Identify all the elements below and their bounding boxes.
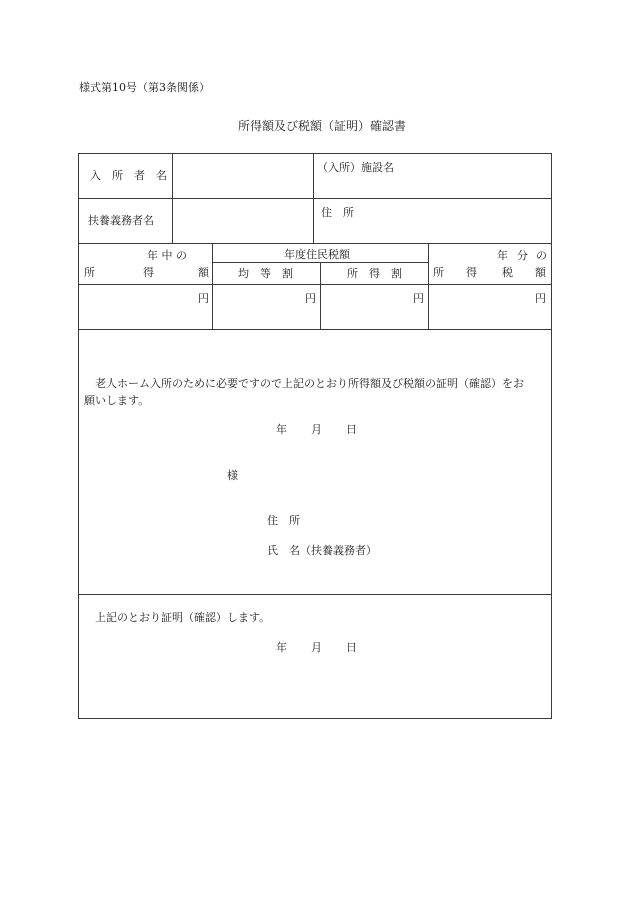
- income-header-bottom-left: 所: [84, 266, 95, 279]
- income-header-top: 年 中 の: [147, 249, 187, 262]
- resident-name-field[interactable]: [178, 158, 308, 194]
- income-unit: 円: [198, 292, 209, 305]
- annual-tax-amount-field[interactable]: [432, 288, 547, 326]
- request-date-day: 日: [346, 423, 357, 436]
- certification-date-day: 日: [346, 641, 357, 654]
- equal-share-unit: 円: [305, 292, 316, 305]
- annual-header-bottom-b: 得: [466, 266, 477, 279]
- facility-name-field[interactable]: [320, 176, 546, 194]
- certification-date-year: 年: [276, 641, 287, 654]
- request-text-line1: 老人ホーム入所のために必要ですので上記のとおり所得額及び税額の証明（確認）をお: [95, 377, 524, 390]
- certification-text: 上記のとおり証明（確認）します。: [95, 611, 271, 624]
- requester-address-label: 住 所: [267, 514, 300, 527]
- annual-header-top-a: 年: [497, 249, 508, 262]
- resident-tax-group-label: 年度住民税額: [284, 248, 350, 261]
- annual-header-bottom-c: 税: [502, 266, 513, 279]
- facility-name-label: （入所）施設名: [317, 161, 394, 174]
- income-amount-field[interactable]: [82, 288, 208, 326]
- supporter-address-field[interactable]: [320, 221, 546, 239]
- income-share-amount-field[interactable]: [324, 288, 424, 326]
- income-share-label: 所 得 割: [347, 267, 402, 280]
- annual-header-top-b: 分: [517, 249, 528, 262]
- supporter-name-field[interactable]: [178, 203, 308, 239]
- supporter-name-label: 扶養義務者名: [88, 214, 154, 227]
- annual-tax-unit: 円: [535, 292, 546, 305]
- income-header-bottom-right: 額: [198, 266, 209, 279]
- equal-share-amount-field[interactable]: [216, 288, 316, 326]
- equal-share-label: 均 等 割: [238, 267, 293, 280]
- resident-name-label: 入 所 者 名: [90, 169, 167, 182]
- request-text-line2: 願いします。: [84, 394, 150, 407]
- addressee-suffix: 様: [227, 469, 238, 482]
- form-number: 様式第10号（第3条関係）: [79, 81, 210, 94]
- supporter-address-label: 住 所: [321, 206, 354, 219]
- income-share-unit: 円: [413, 292, 424, 305]
- request-date-year: 年: [276, 423, 287, 436]
- income-header-bottom-mid: 得: [143, 266, 154, 279]
- annual-header-top-c: の: [536, 249, 547, 262]
- annual-header-bottom-a: 所: [433, 266, 444, 279]
- document-title: 所得額及び税額（証明）確認書: [238, 119, 407, 133]
- requester-name-label: 氏 名（扶養義務者）: [267, 544, 377, 557]
- annual-header-bottom-d: 額: [535, 266, 546, 279]
- certification-date-month: 月: [311, 641, 322, 654]
- request-date-month: 月: [311, 423, 322, 436]
